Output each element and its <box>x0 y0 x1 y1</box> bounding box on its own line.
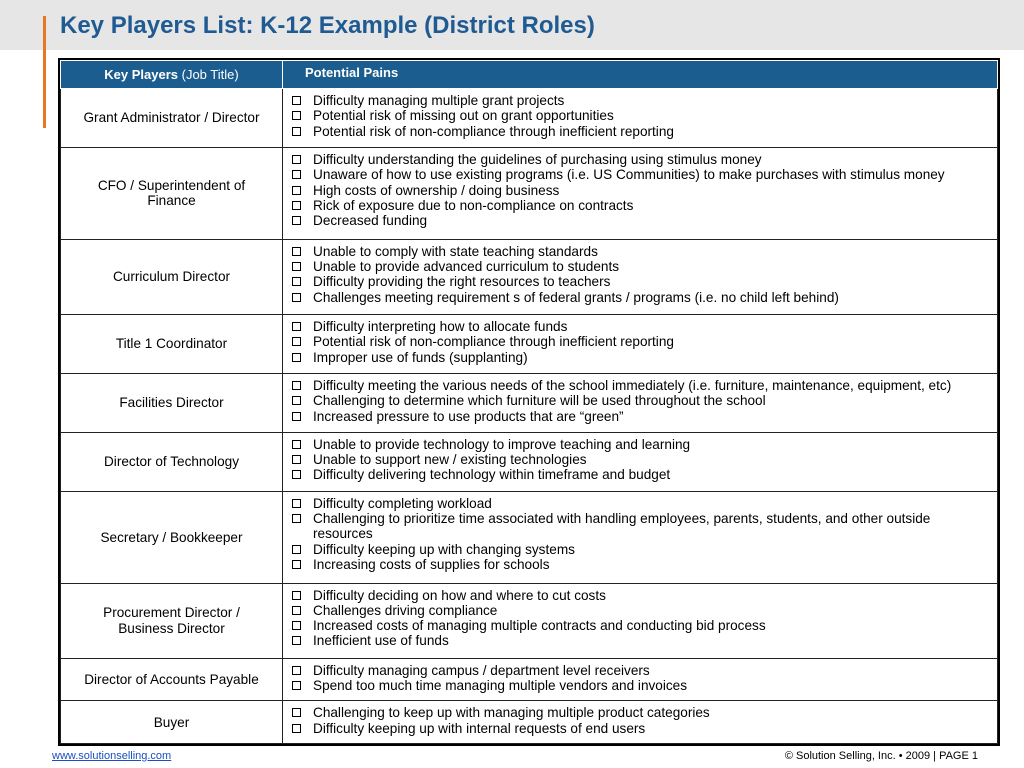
pain-text: Difficulty meeting the various needs of the school immediately (i.e. furniture, maintenance, equipment, etc) <box>313 377 952 393</box>
pain-text: Increased costs of managing multiple contracts and conducting bid process <box>313 618 766 634</box>
pains-cell <box>283 89 998 148</box>
checkbox-square-icon <box>292 247 301 256</box>
pain-text: High costs of ownership / doing business <box>313 182 560 198</box>
checkbox-square-icon <box>292 170 301 179</box>
pains-list <box>291 319 989 365</box>
checkbox-square-icon <box>292 201 301 210</box>
pain-text: Improper use of funds (supplanting) <box>313 349 528 365</box>
checkbox-square-icon <box>292 277 301 286</box>
pain-text: Inefficient use of funds <box>313 633 449 649</box>
checkbox-square-icon <box>292 381 301 390</box>
table-row <box>61 147 998 239</box>
role-cell: Director of Technology <box>61 432 283 491</box>
checkbox-square-icon <box>292 514 301 523</box>
list-item <box>291 259 989 274</box>
pain-text: Difficulty providing the right resources to teachers <box>313 274 611 290</box>
list-item <box>291 108 989 123</box>
pain-text: Unaware of how to use existing programs (i.e. US Communities) to make purchases with stimulus money <box>313 167 945 183</box>
pain-text: Difficulty deciding on how and where to cut costs <box>313 587 606 603</box>
pain-text: Challenging to determine which furniture will be used throughout the school <box>313 393 766 409</box>
list-item <box>291 467 989 482</box>
table-body <box>61 89 998 744</box>
list-item <box>291 244 989 259</box>
list-item <box>291 511 989 542</box>
list-item <box>291 496 989 511</box>
list-item <box>291 124 989 139</box>
header-key-players <box>61 61 283 89</box>
role-cell: Curriculum Director <box>61 239 283 314</box>
pains-list <box>291 663 989 694</box>
checkbox-square-icon <box>292 470 301 479</box>
pain-text: Unable to comply with state teaching standards <box>313 243 598 259</box>
pains-cell <box>283 491 998 583</box>
list-item <box>291 290 989 305</box>
list-item <box>291 409 989 424</box>
checkbox-square-icon <box>292 708 301 717</box>
list-item <box>291 378 989 393</box>
pain-text: Difficulty keeping up with internal requests of end users <box>313 720 646 736</box>
role-cell: CFO / Superintendent of Finance <box>61 147 283 239</box>
pains-cell <box>283 239 998 314</box>
role-cell: Facilities Director <box>61 373 283 432</box>
pains-cell <box>283 583 998 658</box>
pain-text: Challenging to prioritize time associated with handling employees, parents, students, and other outside resources <box>313 511 931 542</box>
pains-cell <box>283 147 998 239</box>
checkbox-square-icon <box>292 499 301 508</box>
table-row <box>61 432 998 491</box>
list-item <box>291 334 989 349</box>
role-cell: Procurement Director / Business Director <box>61 583 283 658</box>
pains-list <box>291 496 989 572</box>
pain-text: Potential risk of non-compliance through inefficient reporting <box>313 123 674 139</box>
list-item <box>291 152 989 167</box>
checkbox-square-icon <box>292 111 301 120</box>
role-cell: Buyer <box>61 701 283 744</box>
pain-text: Spend too much time managing multiple vendors and invoices <box>313 678 688 694</box>
pain-text: Increasing costs of supplies for schools <box>313 556 550 572</box>
checkbox-square-icon <box>292 262 301 271</box>
pains-cell <box>283 315 998 374</box>
list-item <box>291 618 989 633</box>
role-cell: Director of Accounts Payable <box>61 658 283 701</box>
pain-text: Difficulty completing workload <box>313 495 492 511</box>
pains-list <box>291 93 989 139</box>
pain-text: Challenges meeting requirement s of federal grants / programs (i.e. no child left behind) <box>313 289 839 305</box>
checkbox-square-icon <box>292 455 301 464</box>
pain-text: Difficulty managing campus / department level receivers <box>313 662 650 678</box>
table-row <box>61 315 998 374</box>
checkbox-square-icon <box>292 396 301 405</box>
pains-list <box>291 378 989 424</box>
pain-text: Difficulty understanding the guidelines of purchasing using stimulus money <box>313 151 762 167</box>
page-title: Key Players List: K-12 Example (District Roles) <box>60 12 595 39</box>
list-item <box>291 437 989 452</box>
pain-text: Rick of exposure due to non-compliance on contracts <box>313 197 634 213</box>
footer-website-link[interactable]: www.solutionselling.com <box>52 750 172 762</box>
pains-cell <box>283 432 998 491</box>
list-item <box>291 721 989 736</box>
pain-text: Unable to support new / existing technologies <box>313 452 587 468</box>
pain-text: Challenging to keep up with managing multiple product categories <box>313 705 710 721</box>
role-cell: Title 1 Coordinator <box>61 315 283 374</box>
pain-text: Potential risk of missing out on grant opportunities <box>313 108 614 124</box>
pain-text: Difficulty delivering technology within timeframe and budget <box>313 467 671 483</box>
list-item <box>291 213 989 228</box>
pains-list <box>291 437 989 483</box>
checkbox-square-icon <box>292 216 301 225</box>
checkbox-square-icon <box>292 545 301 554</box>
pain-text: Unable to provide advanced curriculum to students <box>313 258 620 274</box>
table-row <box>61 701 998 744</box>
list-item <box>291 183 989 198</box>
checkbox-square-icon <box>292 293 301 302</box>
checkbox-square-icon <box>292 440 301 449</box>
list-item <box>291 319 989 334</box>
checkbox-square-icon <box>292 621 301 630</box>
table-row <box>61 583 998 658</box>
list-item <box>291 633 989 648</box>
pain-text: Difficulty keeping up with changing systems <box>313 541 575 557</box>
key-players-grid <box>60 60 998 744</box>
list-item <box>291 603 989 618</box>
accent-bar <box>43 16 46 128</box>
list-item <box>291 350 989 365</box>
key-players-table <box>58 58 1000 746</box>
pain-text: Decreased funding <box>313 213 428 229</box>
checkbox-square-icon <box>292 127 301 136</box>
pains-list <box>291 152 989 228</box>
list-item <box>291 274 989 289</box>
list-item <box>291 705 989 720</box>
checkbox-square-icon <box>292 681 301 690</box>
checkbox-square-icon <box>292 591 301 600</box>
checkbox-square-icon <box>292 96 301 105</box>
pains-list <box>291 588 989 649</box>
pains-cell <box>283 701 998 744</box>
pain-text: Difficulty interpreting how to allocate funds <box>313 319 568 335</box>
checkbox-square-icon <box>292 337 301 346</box>
pains-cell <box>283 658 998 701</box>
list-item <box>291 557 989 572</box>
pain-text: Increased pressure to use products that are “green” <box>313 408 624 424</box>
list-item <box>291 167 989 182</box>
role-cell: Grant Administrator / Director <box>61 89 283 148</box>
table-row <box>61 373 998 432</box>
pain-text: Unable to provide technology to improve teaching and learning <box>313 436 691 452</box>
list-item <box>291 198 989 213</box>
checkbox-square-icon <box>292 636 301 645</box>
list-item <box>291 393 989 408</box>
pains-cell <box>283 373 998 432</box>
footer-copyright: © Solution Selling, Inc. • 2009 | PAGE 1 <box>784 750 978 762</box>
header-potential-pains: Potential Pains <box>283 61 998 89</box>
list-item <box>291 678 989 693</box>
checkbox-square-icon <box>292 724 301 733</box>
pains-list <box>291 244 989 305</box>
checkbox-square-icon <box>292 412 301 421</box>
table-row <box>61 658 998 701</box>
pain-text: Potential risk of non-compliance through inefficient reporting <box>313 334 674 350</box>
checkbox-square-icon <box>292 560 301 569</box>
checkbox-square-icon <box>292 353 301 362</box>
header-key-players-rest: (Job Title) <box>178 67 239 82</box>
table-row <box>61 89 998 148</box>
header-key-players-bold: Key Players <box>104 67 179 82</box>
checkbox-square-icon <box>292 186 301 195</box>
pain-text: Difficulty managing multiple grant projects <box>313 93 565 108</box>
role-cell: Secretary / Bookkeeper <box>61 491 283 583</box>
pain-text: Challenges driving compliance <box>313 602 498 618</box>
list-item <box>291 93 989 108</box>
list-item <box>291 542 989 557</box>
list-item <box>291 452 989 467</box>
list-item <box>291 588 989 603</box>
pains-list <box>291 705 989 736</box>
checkbox-square-icon <box>292 322 301 331</box>
list-item <box>291 663 989 678</box>
checkbox-square-icon <box>292 155 301 164</box>
checkbox-square-icon <box>292 606 301 615</box>
table-row <box>61 491 998 583</box>
table-header-row <box>61 61 998 89</box>
table-row <box>61 239 998 314</box>
checkbox-square-icon <box>292 666 301 675</box>
